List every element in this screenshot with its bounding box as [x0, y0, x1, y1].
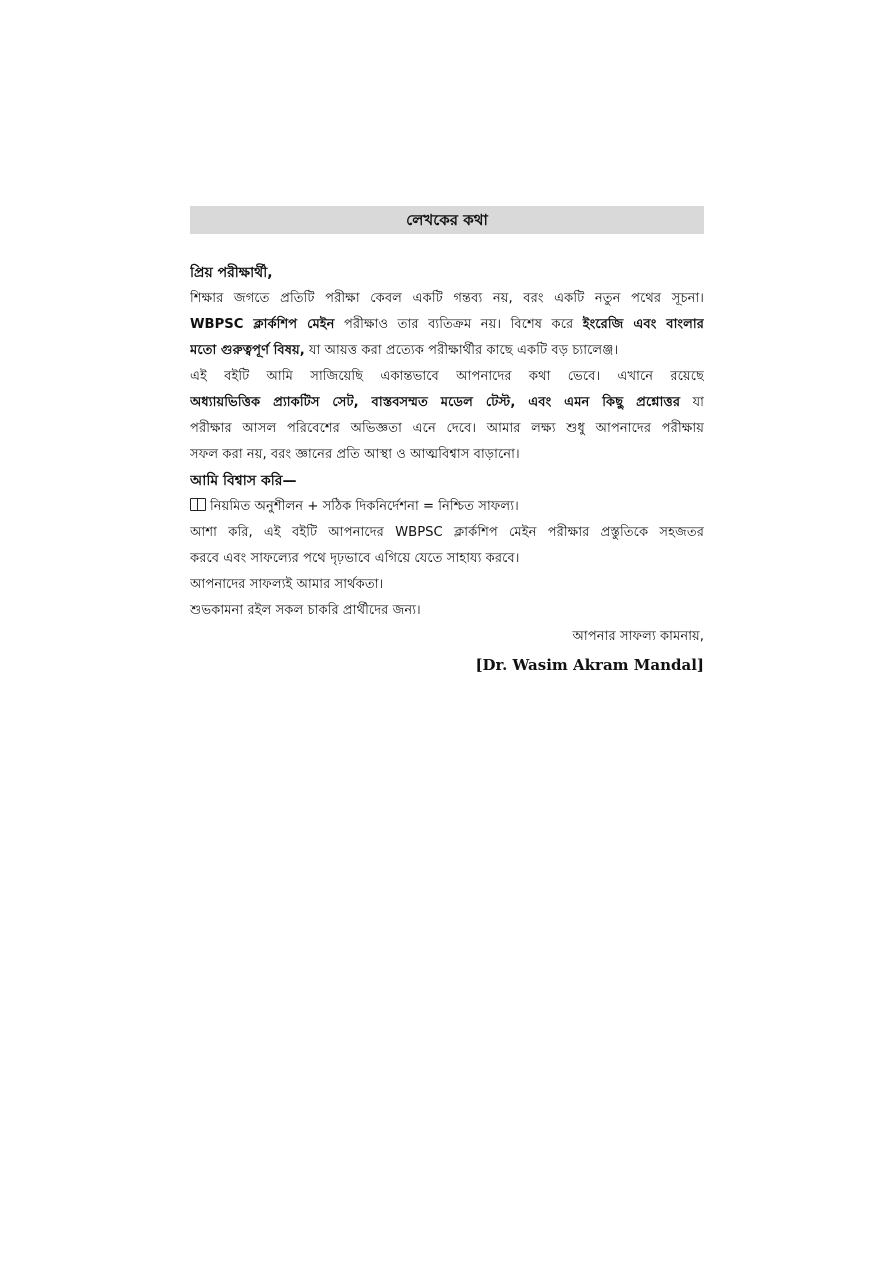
author-signature: [Dr. Wasim Akram Mandal]	[475, 656, 704, 674]
para1-line1: শিক্ষার জগতে প্রতিটি পরীক্ষা কেবল একটি গন্তব্য নয়, বরং একটি নতুন পথের সূচনা।	[190, 291, 704, 306]
para2-line4: সফল করা নয়, বরং জ্ঞানের প্রতি আস্থা ও আত্মবিশ্বাস বাড়ানো।	[190, 447, 520, 462]
para2-line3: পরীক্ষার আসল পরিবেশের অভিজ্ঞতা এনে দেবে। আমার লক্ষ্য শুধু আপনাদের পরীক্ষায়	[190, 421, 704, 436]
para1-line2-bold1: WBPSC ক্লার্কশিপ মেইন	[190, 317, 335, 332]
formula-line	[190, 494, 704, 520]
para1-line3-bold1: মতো গুরুত্বপূর্ণ বিষয়,	[190, 343, 305, 358]
para1-line2-bold2: ইংরেজি এবং বাংলার	[582, 317, 704, 332]
greeting: প্রিয় পরীক্ষার্থী,	[190, 265, 273, 281]
success-line: আপনাদের সাফল্যই আমার সার্থকতা।	[190, 577, 384, 592]
para2-line2-bold1: অধ্যায়ভিত্তিক প্র্যাকটিস সেট, বাস্তবসম্মত মডেল টেস্ট, এবং এমন কিছু প্রশ্নোত্তর	[190, 395, 681, 410]
page-title-text: লেখকের কথা	[406, 211, 488, 229]
para1-line2	[190, 312, 704, 338]
para2-line2	[190, 390, 704, 416]
para3-line2: করবে এবং সাফল্যের পথে দৃঢ়ভাবে এগিয়ে যেতে সাহায্য করবে।	[190, 551, 520, 566]
closing-line: আপনার সাফল্য কামনায়,	[572, 629, 704, 644]
belief-heading: আমি বিশ্বাস করি—	[190, 473, 297, 489]
preface-page	[190, 206, 704, 678]
preface-body	[190, 260, 704, 678]
wishes-line: শুভকামনা রইল সকল চাকরি প্রার্থীদের জন্য।	[190, 603, 421, 618]
para1-line3-text1: যা আয়ত্ত করা প্রত্যেক পরীক্ষার্থীর কাছে একটি বড় চ্যালেঞ্জ।	[304, 343, 619, 358]
para2-line1: এই বইটি আমি সাজিয়েছি একান্তভাবে আপনাদের কথা ভেবে। এখানে রয়েছে	[190, 369, 704, 384]
para1-line3	[190, 338, 704, 364]
para1-line2-text1: পরীক্ষাও তার ব্যতিক্রম নয়। বিশেষ করে	[334, 317, 583, 332]
para2-line2-text1: যা	[680, 395, 704, 410]
formula-text: নিয়মিত অনুশীলন + সঠিক দিকনির্দেশনা = নিশ্চিত সাফল্য।	[210, 499, 519, 514]
para3-line1: আশা করি, এই বইটি আপনাদের WBPSC ক্লার্কশিপ মেইন পরীক্ষার প্রস্তুতিকে সহজতর	[190, 525, 704, 540]
page-title	[190, 206, 704, 234]
open-book-icon	[190, 498, 206, 511]
